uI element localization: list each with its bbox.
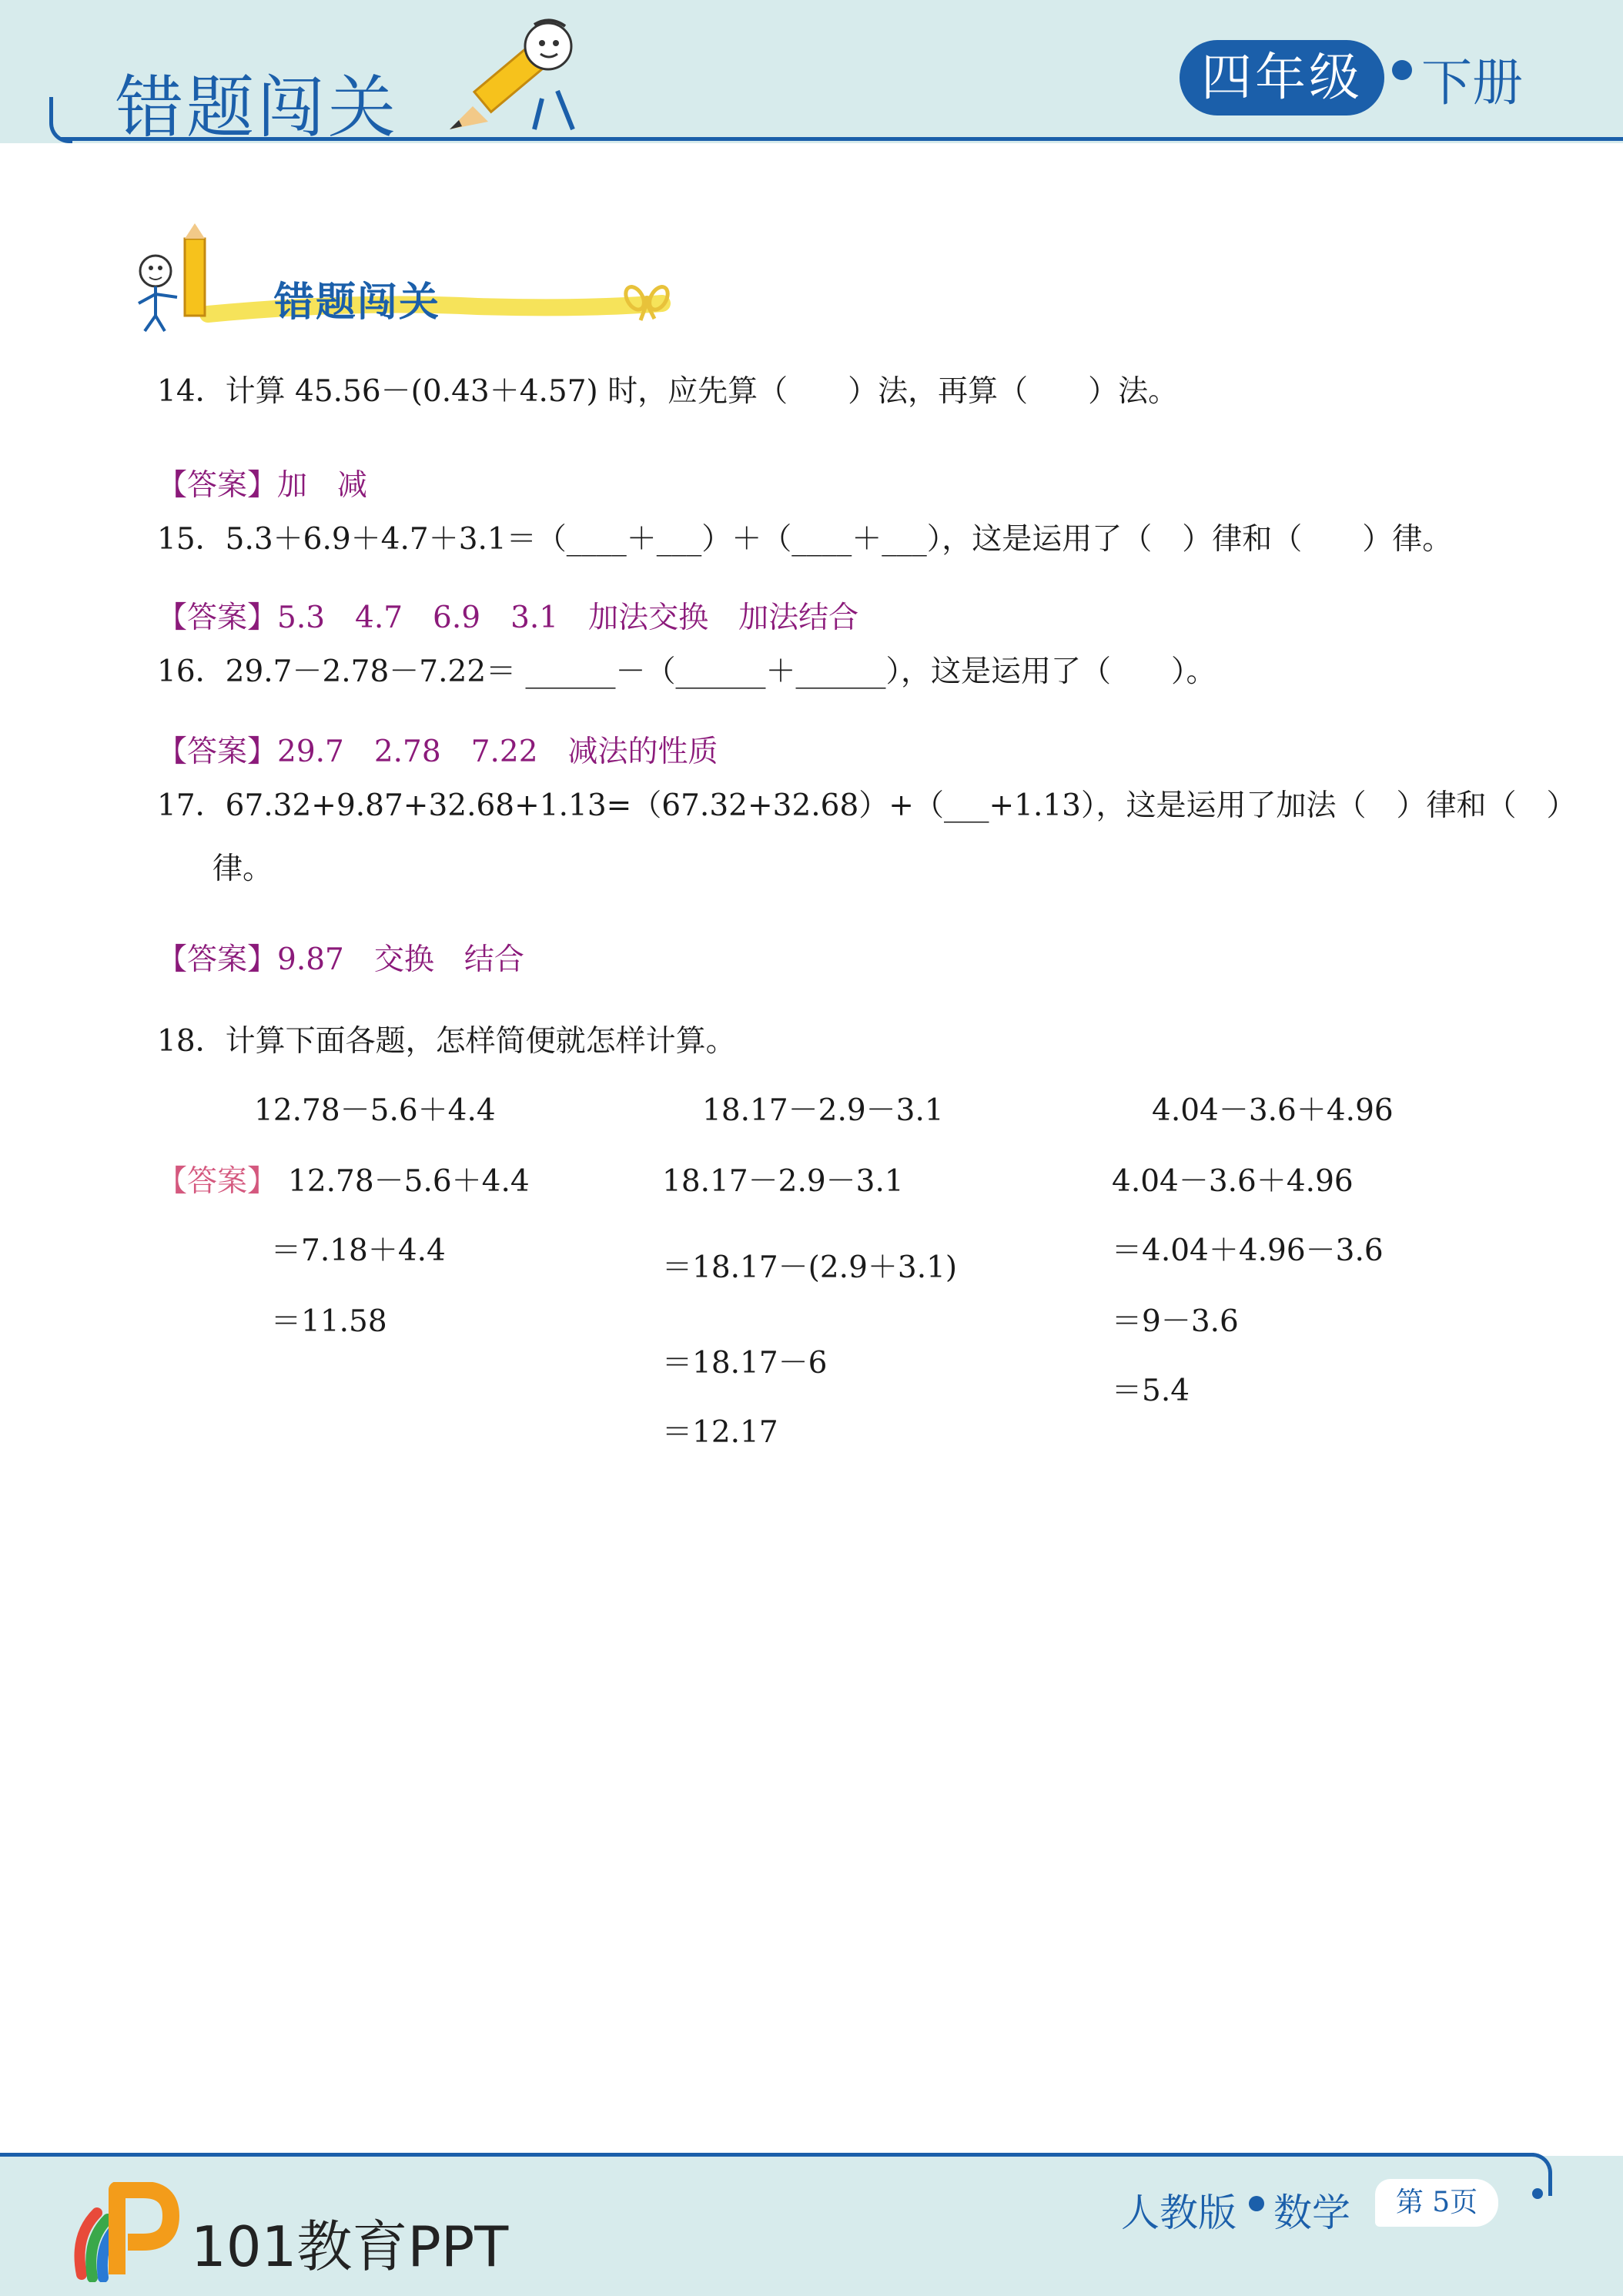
pencil-mascot-icon [442, 14, 596, 137]
q18-answer-label: 【答案】 [157, 1164, 278, 1199]
grade-dot [1392, 60, 1412, 80]
answer-label: 【答案】 [157, 942, 278, 977]
page-number: 第 5页 [1375, 2179, 1498, 2227]
q18-col2-step-2: ＝18.17－(2.9＋3.1) [662, 1250, 958, 1285]
pencil-boy-icon [139, 223, 205, 331]
q18-col3-step-2: ＝4.04＋4.96－3.6 [1112, 1233, 1384, 1268]
answer-text: 29.7 2.78 7.22 减法的性质 [277, 735, 718, 769]
q18-col3-step-3: ＝9－3.6 [1112, 1304, 1239, 1339]
q18-col2-step-4: ＝12.17 [662, 1415, 778, 1450]
question-16: 16．29.7－2.78－7.22＝ ______－（______＋______），这是运用了（ ）。 [157, 654, 1216, 689]
q18-problem-3: 4.04－3.6＋4.96 [1152, 1093, 1394, 1128]
footer-dot [1532, 2188, 1543, 2199]
q18-col2-step-3: ＝18.17－6 [662, 1346, 828, 1381]
answer-label: 【答案】 [157, 468, 278, 503]
answer-text: 9.87 交换 结合 [277, 942, 524, 977]
section-title: 错题闯关 [274, 279, 441, 326]
edition-dot [1249, 2196, 1264, 2211]
answer-16 [157, 733, 718, 771]
q18-col3-step-1: 4.04－3.6＋4.96 [1112, 1164, 1354, 1199]
q18-problem-1: 12.78－5.6＋4.4 [254, 1093, 496, 1128]
edition-label: 人教版 [1121, 2191, 1236, 2235]
brand-name: 101教育PPT [191, 2214, 509, 2279]
question-14: 14．计算 45.56－(0.43＋4.57) 时，应先算（ ）法，再算（ ）法。 [157, 374, 1179, 409]
bow-icon [622, 283, 671, 320]
q18-problem-2: 18.17－2.9－3.1 [702, 1093, 944, 1128]
101-logo-icon [74, 2182, 182, 2282]
header-title: 错题闯关 [115, 68, 400, 147]
answer-label: 【答案】 [157, 601, 278, 635]
answer-17 [157, 941, 524, 979]
volume-label: 下册 [1421, 53, 1523, 112]
q18-col1-step-2: ＝7.18＋4.4 [271, 1233, 446, 1268]
answer-label: 【答案】 [157, 735, 278, 769]
q18-col1-step-1: 12.78－5.6＋4.4 [288, 1164, 530, 1199]
question-17-line-2: 律。 [212, 852, 273, 886]
q18-col2-step-1: 18.17－2.9－3.1 [662, 1164, 904, 1199]
question-18: 18．计算下面各题，怎样简便就怎样计算。 [157, 1024, 736, 1059]
answer-15 [157, 599, 858, 638]
q18-col1-step-3: ＝11.58 [271, 1304, 387, 1339]
grade-badge: 四年级 [1180, 40, 1384, 115]
q18-col3-step-4: ＝5.4 [1112, 1374, 1190, 1408]
answer-text: 5.3 4.7 6.9 3.1 加法交换 加法结合 [277, 601, 859, 635]
answer-text: 加 减 [277, 468, 368, 503]
subject-label: 数学 [1273, 2191, 1350, 2235]
question-15: 15．5.3＋6.9＋4.7＋3.1＝（____＋___）＋（____＋___），这是运用了（ ）律和（ ）律。 [157, 522, 1453, 557]
question-17-line-1: 17．67.32+9.87+32.68+1.13=（67.32+32.68）+（___+1.13），这是运用了加法（ ）律和（ ） [157, 788, 1577, 823]
footer-divider [0, 2153, 1534, 2157]
answer-14 [157, 467, 367, 505]
